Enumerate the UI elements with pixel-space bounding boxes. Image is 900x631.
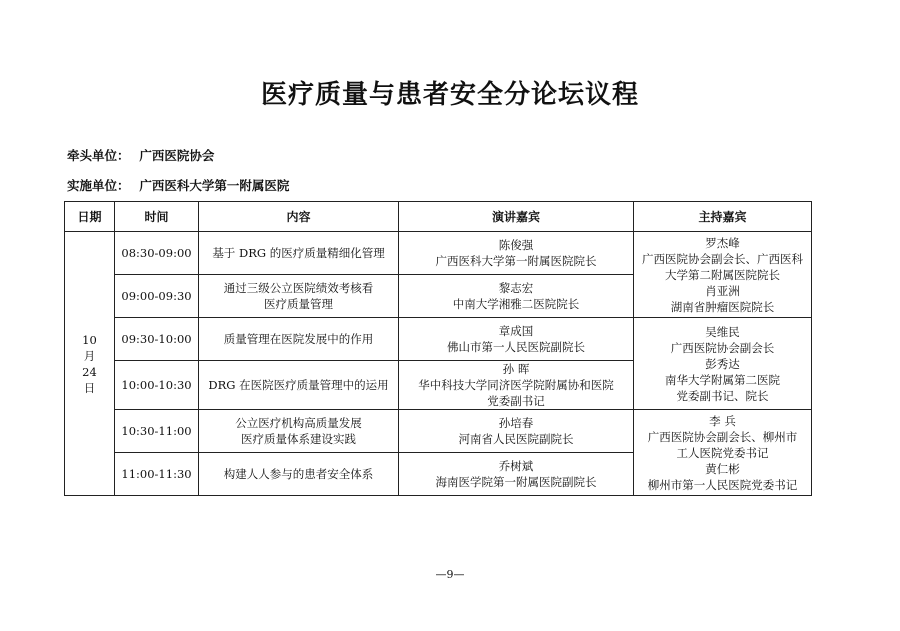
host-line: 南华大学附属第二医院 <box>665 372 780 387</box>
host-cell <box>634 232 812 318</box>
host-line: 广西医院协会副会长、广西医科 <box>642 251 803 266</box>
lead-unit-label: 牵头单位： <box>67 148 130 163</box>
page-number: —9— <box>435 568 465 581</box>
speaker-org: 华中科技大学同济医学院附属协和医院 <box>418 378 614 392</box>
date-cell <box>65 232 115 496</box>
host-line: 彭秀达 <box>705 356 740 371</box>
header-speaker: 演讲嘉宾 <box>399 202 634 232</box>
time-cell: 09:30-10:00 <box>115 318 199 361</box>
content-line: 医疗质量体系建设实践 <box>241 432 356 446</box>
speaker-cell <box>399 275 634 318</box>
header-content: 内容 <box>199 202 399 232</box>
speaker-cell <box>399 232 634 275</box>
speaker-name: 乔树斌 <box>498 459 534 473</box>
table-row <box>65 318 812 361</box>
date-line: 日 <box>83 380 96 395</box>
time-cell: 10:30-11:00 <box>115 410 199 453</box>
impl-unit <box>67 176 289 194</box>
speaker-name: 孙培春 <box>498 416 534 430</box>
speaker-name: 章成国 <box>498 324 534 338</box>
host-line: 李 兵 <box>709 413 736 428</box>
speaker-org: 党委副书记 <box>487 394 545 408</box>
content-line: 质量管理在医院发展中的作用 <box>223 332 374 346</box>
speaker-org: 海南医学院第一附属医院副院长 <box>435 475 597 489</box>
content-line: 构建人人参与的患者安全体系 <box>223 467 374 481</box>
speaker-name: 陈俊强 <box>498 238 534 252</box>
content-cell <box>199 453 399 496</box>
speaker-cell <box>399 410 634 453</box>
host-line: 党委副书记、院长 <box>676 388 769 403</box>
speaker-cell <box>399 361 634 410</box>
time-cell: 10:00-10:30 <box>115 361 199 410</box>
content-cell <box>199 318 399 361</box>
content-cell <box>199 361 399 410</box>
speaker-org: 广西医科大学第一附属医院院长 <box>435 254 597 268</box>
speaker-cell <box>399 453 634 496</box>
host-line: 柳州市第一人民医院党委书记 <box>647 477 798 492</box>
host-line: 大学第二附属医院院长 <box>665 267 780 282</box>
host-line: 广西医院协会副会长、柳州市 <box>647 429 798 444</box>
date-line: 10 <box>82 332 97 347</box>
speaker-org: 河南省人民医院副院长 <box>458 432 574 446</box>
date-line: 月 <box>83 348 96 363</box>
table-row <box>65 232 812 275</box>
host-line: 黄仁彬 <box>705 461 740 476</box>
time-cell: 08:30-09:00 <box>115 232 199 275</box>
header-time: 时间 <box>115 202 199 232</box>
content-line: DRG 在医院医疗质量管理中的运用 <box>208 378 389 392</box>
content-line: 公立医疗机构高质量发展 <box>235 416 362 430</box>
agenda-table <box>64 201 812 496</box>
speaker-cell <box>399 318 634 361</box>
page-title: 医疗质量与患者安全分论坛议程 <box>260 80 639 110</box>
host-cell <box>634 318 812 410</box>
lead-unit <box>67 146 214 164</box>
host-line: 肖亚洲 <box>705 283 740 298</box>
header-host: 主持嘉宾 <box>634 202 812 232</box>
host-cell <box>634 410 812 496</box>
host-line: 工人医院党委书记 <box>676 445 769 460</box>
content-line: 通过三级公立医院绩效考核看 <box>223 281 374 295</box>
speaker-org: 中南大学湘雅二医院院长 <box>452 297 580 311</box>
content-cell <box>199 275 399 318</box>
speaker-name: 黎志宏 <box>498 281 534 295</box>
time-cell: 09:00-09:30 <box>115 275 199 318</box>
speaker-name: 孙 晖 <box>502 362 530 376</box>
host-line: 罗杰峰 <box>705 235 740 250</box>
date-line: 24 <box>82 364 97 379</box>
header-row <box>65 202 812 232</box>
speaker-org: 佛山市第一人民医院副院长 <box>447 340 585 354</box>
host-line: 吴维民 <box>705 324 740 339</box>
time-cell: 11:00-11:30 <box>115 453 199 496</box>
host-line: 湖南省肿瘤医院院长 <box>670 299 775 314</box>
content-cell <box>199 232 399 275</box>
header-date: 日期 <box>65 202 115 232</box>
host-line: 广西医院协会副会长 <box>670 340 775 355</box>
lead-unit-value: 广西医院协会 <box>139 148 215 163</box>
content-line: 基于 DRG 的医疗质量精细化管理 <box>212 246 385 260</box>
table-row <box>65 410 812 453</box>
impl-unit-label: 实施单位： <box>67 178 130 193</box>
content-cell <box>199 410 399 453</box>
impl-unit-value: 广西医科大学第一附属医院 <box>139 178 290 193</box>
content-line: 医疗质量管理 <box>264 297 333 311</box>
